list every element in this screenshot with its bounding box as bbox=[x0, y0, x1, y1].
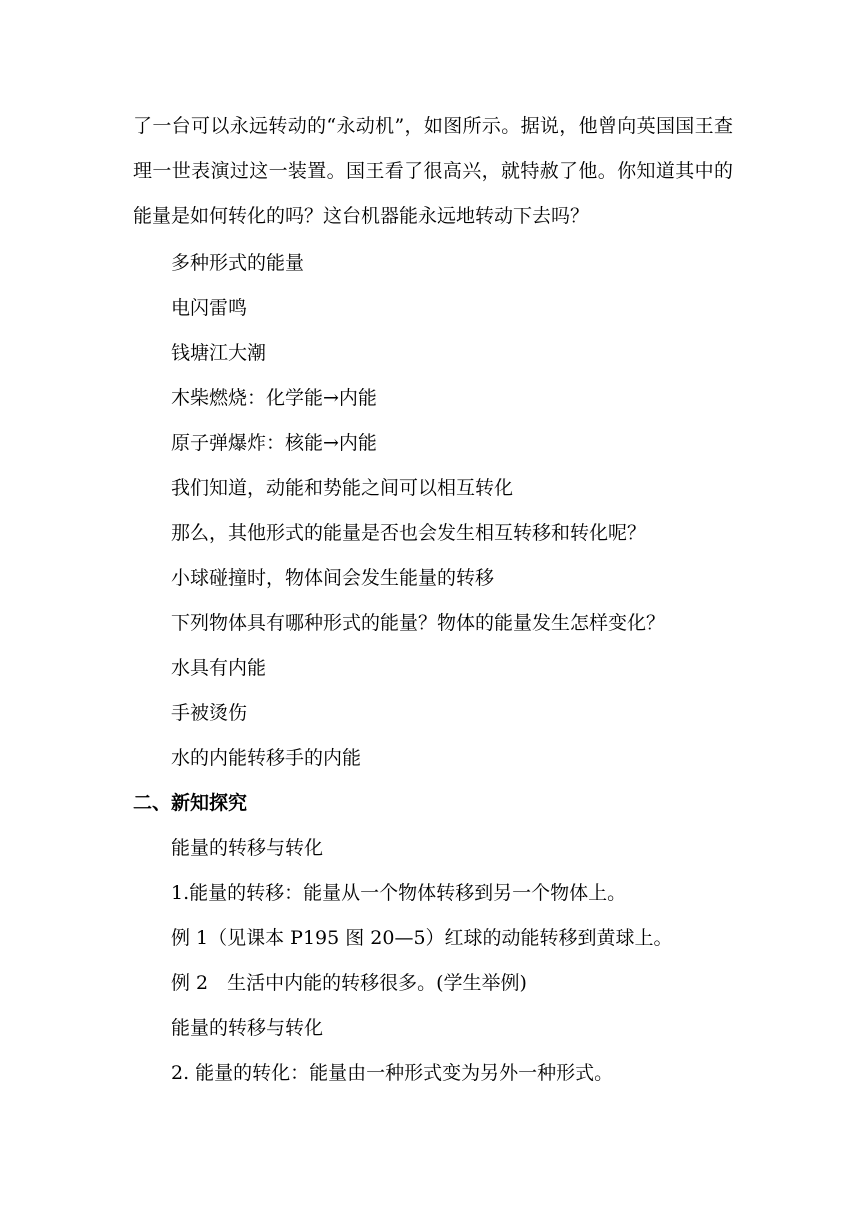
text-line: 木柴燃烧：化学能→内能 bbox=[171, 387, 377, 409]
text-line: 1.能量的转移：能量从一个物体转移到另一个物体上。 bbox=[171, 882, 627, 904]
text-line: 电闪雷鸣 bbox=[171, 297, 248, 319]
text-line: 多种形式的能量 bbox=[171, 252, 305, 274]
section-heading: 二、新知探究 bbox=[133, 792, 248, 814]
text-line: 下列物体具有哪种形式的能量？物体的能量发生怎样变化？ bbox=[171, 612, 666, 634]
text-line: 例 2 生活中内能的转移很多。(学生举例) bbox=[171, 972, 527, 994]
text-line: 那么，其他形式的能量是否也会发生相互转移和转化呢？ bbox=[171, 522, 647, 544]
text-line: 能量的转移与转化 bbox=[171, 837, 324, 859]
text-line: 水具有内能 bbox=[171, 657, 267, 679]
text-line: 钱塘江大潮 bbox=[171, 342, 267, 364]
text-line: 例 1（见课本 P195 图 20—5）红球的动能转移到黄球上。 bbox=[171, 927, 673, 949]
text-line: 原子弹爆炸：核能→内能 bbox=[171, 432, 377, 454]
text-line: 能量的转移与转化 bbox=[171, 1017, 324, 1039]
text-line: 2. 能量的转化：能量由一种形式变为另外一种形式。 bbox=[171, 1062, 614, 1084]
text-line: 手被烫伤 bbox=[171, 702, 248, 724]
intro-paragraph: 了一台可以永远转动的“永动机”，如图所示。据说，他曾向英国国王查理一世表演过这一装置。国王看了很高兴，就特赦了他。你知道其中的能量是如何转化的吗？这台机器能永远地转动下去吗？ bbox=[133, 115, 733, 227]
text-line: 小球碰撞时，物体间会发生能量的转移 bbox=[171, 567, 495, 589]
text-line: 水的内能转移手的内能 bbox=[171, 747, 362, 769]
text-line: 我们知道，动能和势能之间可以相互转化 bbox=[171, 477, 514, 499]
